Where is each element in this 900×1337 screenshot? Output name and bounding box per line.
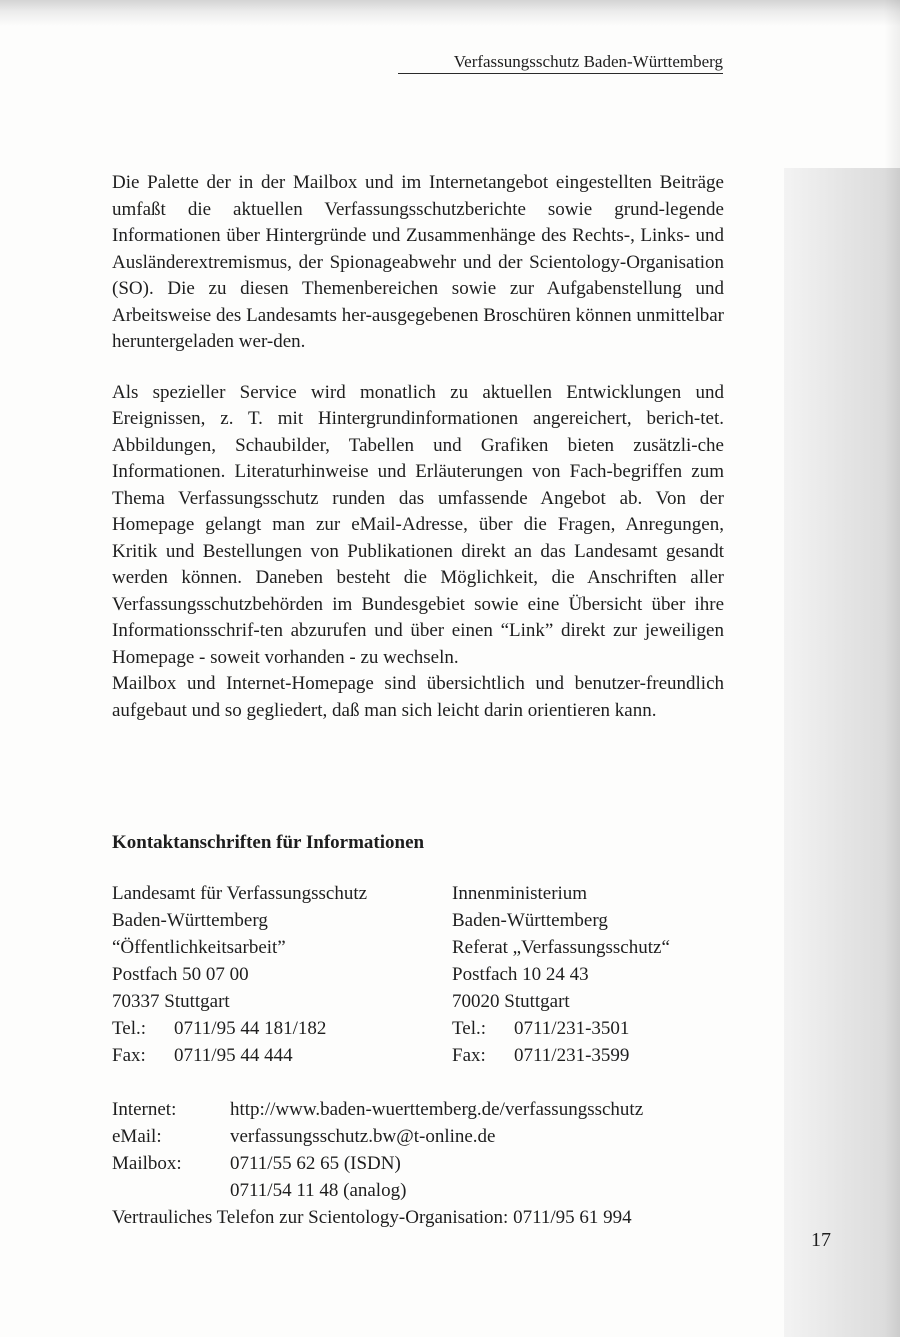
fax-label: Fax:	[112, 1045, 146, 1066]
internet-label: Internet:	[112, 1099, 177, 1120]
scan-right-edge	[884, 0, 900, 1337]
scan-shadow-strip	[784, 168, 900, 1337]
scan-top-edge	[0, 0, 900, 26]
body-text	[112, 170, 724, 724]
address-line: Innenministerium	[452, 883, 588, 904]
address-line: “Öffentlichkeitsarbeit”	[112, 937, 286, 958]
fax-line	[452, 1042, 752, 1069]
address-line: Baden-Württemberg	[452, 910, 608, 931]
contact-address-ministry	[452, 880, 752, 1069]
mailbox-analog-row	[112, 1177, 752, 1204]
phone-label: Tel.:	[452, 1018, 487, 1039]
email-address: verfassungsschutz.bw@t-online.de	[230, 1126, 496, 1147]
phone-number: 0711/231-3501	[514, 1018, 630, 1039]
address-line: Postfach 10 24 43	[452, 964, 589, 985]
address-line: Landesamt für Verfassungsschutz	[112, 883, 368, 904]
contacts-heading: Kontaktanschriften für Informationen	[112, 832, 425, 853]
online-contacts	[112, 1096, 752, 1231]
mailbox-label: Mailbox:	[112, 1153, 182, 1174]
phone-label: Tel.:	[112, 1018, 147, 1039]
address-line: Referat „Verfassungsschutz“	[452, 937, 670, 958]
address-line: 70337 Stuttgart	[112, 991, 230, 1012]
phone-line	[452, 1015, 752, 1042]
paragraph-mailbox-content: Die Palette der in der Mailbox und im Internetangebot eingestellten Beiträge umfaßt die aktuellen Verfassungsschutzberichte sowie grund-legende Informationen über Hintergründe und Zusammenhänge des Rechts-, Links- und Ausländerextremismus, der Spionageabwehr und der Scientology-Organisation (SO). Die zu diesen Themenbereichen sowie zur Aufgabenstellung und Arbeitsweise des Landesamts her-ausgegebenen Broschüren können unmittelbar heruntergeladen wer-den.	[112, 172, 724, 352]
paragraph-service: Als spezieller Service wird monatlich zu aktuellen Entwicklungen und Ereignissen, z. T. mit Hintergrundinformationen angereichert, berich-tet. Abbildungen, Schaubilder, Tabellen und Grafiken bieten zusätzli-che Informationen. Literaturhinweise und Erläuterungen von Fach-begriffen zum Thema Verfassungsschutz runden das umfassende Angebot ab. Von der Homepage gelangt man zur eMail-Adresse, über die Fragen, Anregungen, Kritik und Bestellungen von Publikationen direkt an das Landesamt gesandt werden können. Daneben besteht die Möglichkeit, die Anschriften aller Verfassungsschutzbehörden im Bundesgebiet sowie eine Übersicht über ihre Informationsschrif-ten abzurufen und über einen “Link” direkt zur jeweiligen Homepage - soweit vorhanden - zu wechseln.	[112, 381, 724, 668]
fax-number: 0711/95 44 444	[174, 1045, 293, 1066]
running-header: Verfassungsschutz Baden-Württemberg	[398, 52, 723, 74]
scientology-hotline: Vertrauliches Telefon zur Scientology-Organisation: 0711/95 61 994	[112, 1207, 632, 1228]
mailbox-isdn: 0711/55 62 65 (ISDN)	[230, 1153, 401, 1174]
internet-url: http://www.baden-wuerttemberg.de/verfassungsschutz	[230, 1099, 644, 1120]
internet-row	[112, 1096, 752, 1123]
email-row	[112, 1123, 752, 1150]
mailbox-row	[112, 1150, 752, 1177]
paragraph-structure: Mailbox und Internet-Homepage sind übersichtlich und benutzer-freundlich aufgebaut und so gegliedert, daß man sich leicht darin orientieren kann.	[112, 673, 724, 721]
fax-label: Fax:	[452, 1045, 486, 1066]
mailbox-analog: 0711/54 11 48 (analog)	[230, 1180, 407, 1201]
phone-number: 0711/95 44 181/182	[174, 1018, 327, 1039]
email-label: eMail:	[112, 1126, 162, 1147]
fax-line	[112, 1042, 442, 1069]
phone-line	[112, 1015, 442, 1042]
address-line: Postfach 50 07 00	[112, 964, 249, 985]
fax-number: 0711/231-3599	[514, 1045, 630, 1066]
address-line: 70020 Stuttgart	[452, 991, 570, 1012]
page-number: 17	[811, 1229, 831, 1251]
address-line: Baden-Württemberg	[112, 910, 268, 931]
contact-address-lfv	[112, 880, 442, 1069]
